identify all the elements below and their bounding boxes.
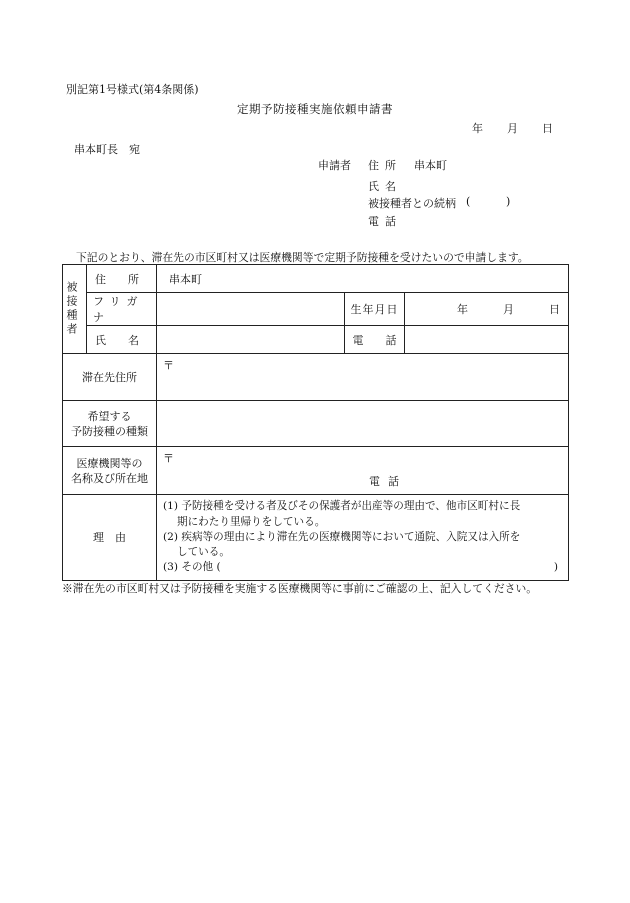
- applicant-label: 申請者: [318, 159, 351, 172]
- table-row: [63, 265, 569, 293]
- postal-mark: 〒: [163, 359, 174, 372]
- facility-postal-mark: 〒: [163, 452, 174, 465]
- date-month-label: 月: [507, 122, 518, 135]
- facility-tel-label: 電話: [369, 475, 407, 488]
- reason-option-3-close: ): [553, 561, 559, 574]
- facility-label-1: 医療機関等の: [76, 456, 143, 470]
- intro-text: 下記のとおり、滞在先の市区町村又は医療機関等で定期予防接種を受けたいので申請します。: [76, 251, 529, 264]
- furigana-label-cell: [87, 293, 157, 326]
- applicant-tel-label: 電話: [368, 215, 402, 228]
- footer-note: ※滞在先の市区町村又は予防接種を実施する医療機関等に事前にご確認の上、記入してください。: [62, 582, 538, 595]
- table-row: [63, 447, 569, 495]
- dob-label: 生年月日: [350, 303, 399, 316]
- stay-address-label-cell: [63, 354, 157, 401]
- reason-option-2-cont: している。: [177, 546, 230, 559]
- recipient-label: 被接種者: [65, 281, 78, 337]
- date-year-label: 年: [472, 122, 483, 135]
- stay-address-label: 滞在先住所: [82, 370, 137, 384]
- application-table: [62, 264, 569, 581]
- recipient-label-cell: [63, 265, 87, 354]
- facility-label-cell: [63, 447, 157, 495]
- dob-year-label: 年: [457, 303, 468, 316]
- reason-option-2[interactable]: (2) 疾病等の理由により滞在先の医療機関等において通院、入院又は入所を: [163, 530, 521, 543]
- dob-value: [405, 301, 568, 317]
- date-day-label: 日: [542, 122, 553, 135]
- facility-input-cell[interactable]: [157, 447, 569, 495]
- table-row: [63, 293, 569, 326]
- facility-label-2: 名称及び所在地: [71, 471, 148, 485]
- addressee: 串本町長 宛: [74, 143, 140, 156]
- tel-input-cell[interactable]: [405, 326, 569, 354]
- table-row: [63, 354, 569, 401]
- page-title: 定期予防接種実施依頼申請書: [237, 102, 393, 116]
- address-label-cell: [87, 265, 157, 293]
- dob-label-cell: [345, 293, 405, 326]
- applicant-name-label: 氏名: [368, 180, 402, 193]
- furigana-input-cell[interactable]: [157, 293, 345, 326]
- name-label: 氏 名: [95, 333, 139, 347]
- reason-option-3-label: (3) その他 (: [163, 561, 221, 574]
- applicant-relation-label: 被接種者との続柄: [368, 197, 456, 210]
- reason-options: [157, 497, 568, 577]
- table-row: [63, 495, 569, 581]
- address-label: 住 所: [95, 272, 139, 286]
- table-row: [63, 326, 569, 354]
- name-input-cell[interactable]: [157, 326, 345, 354]
- dob-month-label: 月: [503, 303, 514, 316]
- reason-option-3[interactable]: [163, 560, 562, 575]
- vaccine-type-label-cell: [63, 401, 157, 447]
- address-value-cell[interactable]: [157, 265, 569, 293]
- reason-option-1[interactable]: (1) 予防接種を受ける者及びその保護者が出産等の理由で、他市区町村に長: [163, 500, 521, 513]
- tel-label: 電 話: [352, 333, 397, 347]
- relation-open-paren: (: [466, 195, 471, 208]
- tel-label-cell: [345, 326, 405, 354]
- dob-input-cell[interactable]: [405, 293, 569, 326]
- form-number: 別記第1号様式(第4条関係): [66, 83, 199, 96]
- applicant-address-value: 串本町: [414, 159, 447, 172]
- reason-label: 理 由: [93, 531, 126, 544]
- vaccine-type-label-2: 予防接種の種類: [71, 424, 148, 438]
- reason-options-cell: [157, 495, 569, 581]
- stay-address-input-cell[interactable]: [157, 354, 569, 401]
- applicant-address-label: 住所: [368, 159, 402, 172]
- vaccine-type-input-cell[interactable]: [157, 401, 569, 447]
- recipient-address-value: 串本町: [169, 272, 202, 286]
- vaccine-type-label-1: 希望する: [87, 409, 132, 423]
- reason-option-1-cont: 期にわたり里帰りをしている。: [177, 515, 326, 528]
- furigana-label: フリガナ: [93, 295, 144, 324]
- relation-close-paren: ): [506, 195, 511, 208]
- reason-label-cell: [63, 495, 157, 581]
- name-label-cell: [87, 326, 157, 354]
- table-row: [63, 401, 569, 447]
- dob-day-label: 日: [549, 303, 560, 316]
